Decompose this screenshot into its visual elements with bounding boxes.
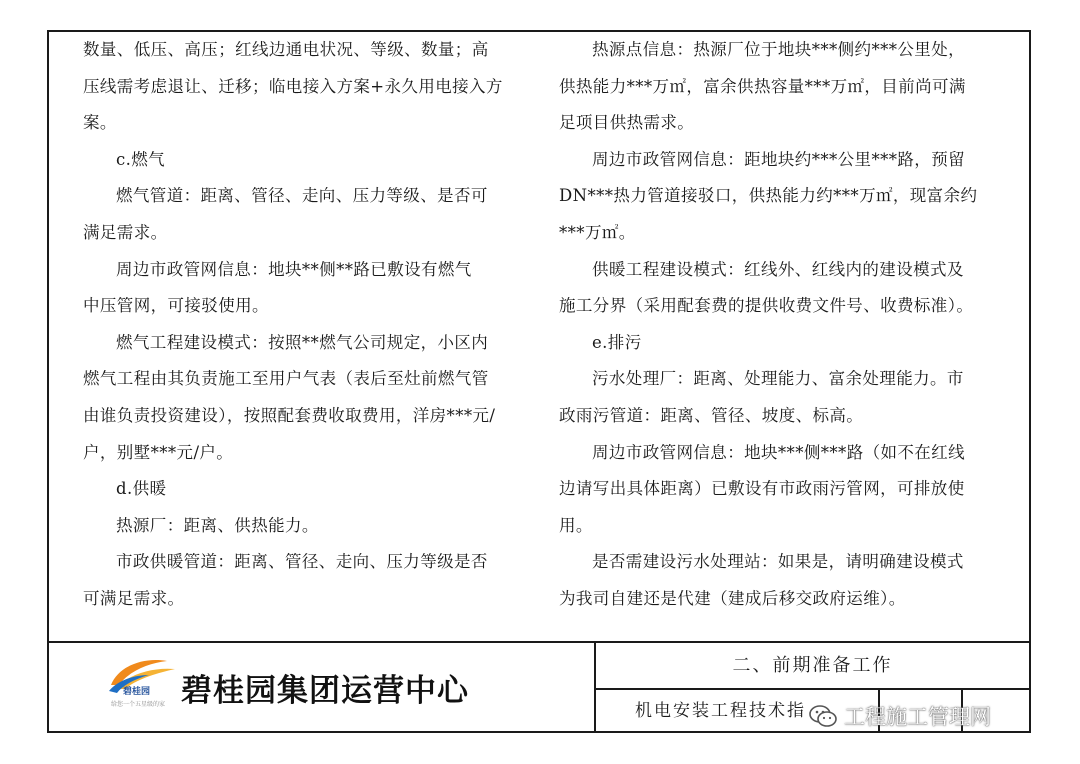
text-line: 可满足需求。: [83, 588, 185, 608]
text-line: e.排污: [592, 332, 642, 352]
watermark-text: 工程施工管理网: [844, 705, 991, 729]
company-logo: [105, 655, 181, 717]
text-line: 热源点信息：热源厂位于地块***侧约***公里处，: [592, 40, 965, 59]
logo-slogan: 给您一个五星级的家: [111, 701, 166, 708]
text-line: 案。: [83, 113, 117, 133]
text-line: 污水处理厂：距离、处理能力、富余处理能力。市: [592, 369, 964, 389]
text-line: 户，别墅***元/户。: [83, 442, 234, 462]
text-line: 周边市政管网信息：距地块约***公里***路，预留: [592, 149, 965, 169]
text-line: 周边市政管网信息：地块***侧***路（如不在红线: [592, 442, 965, 462]
company-name: 碧桂园集团运营中心: [181, 673, 469, 709]
text-line: 周边市政管网信息：地块**侧**路已敷设有燃气: [116, 259, 472, 279]
text-line: 是否需建设污水处理站：如果是，请明确建设模式: [592, 552, 964, 572]
text-line: 政雨污管道：距离、管径、坡度、标高。: [559, 405, 864, 425]
text-line: 供热能力***万㎡，富余供热容量***万㎡，目前尚可满: [559, 76, 966, 96]
text-line: 为我司自建还是代建（建成后移交政府运维）。: [559, 588, 906, 608]
text-line: 压线需考虑退让、迁移；临电接入方案+永久用电接入方: [83, 76, 503, 96]
text-column-right: [559, 32, 1005, 618]
text-line: 数量、低压、高压；红线边通电状况、等级、数量；高: [83, 40, 489, 59]
text-line: 中压管网，可接驳使用。: [83, 296, 269, 316]
section-title: 二、前期准备工作: [732, 655, 893, 676]
text-line: 供暖工程建设模式：红线外、红线内的建设模式及: [592, 259, 964, 279]
book-title: 机电安装工程技术指: [635, 701, 806, 721]
logo-brand-text: 碧桂园: [123, 687, 151, 697]
text-column-left: [83, 32, 541, 618]
wechat-icon: [808, 703, 838, 729]
text-line: 热源厂：距离、供热能力。: [116, 515, 319, 535]
text-line: 施工分界（采用配套费的提供收费文件号、收费标准）。: [559, 296, 974, 316]
text-line: 燃气工程由其负责施工至用户气表（表后至灶前燃气管: [83, 369, 489, 389]
text-line: c.燃气: [116, 149, 166, 169]
watermark: [808, 702, 991, 730]
text-line: 用。: [559, 515, 593, 535]
document-page: [47, 30, 1031, 733]
text-line: 由谁负责投资建设），按照配套费收取费用，洋房***元/: [83, 405, 496, 425]
text-line: 足项目供热需求。: [559, 113, 695, 133]
text-line: DN***热力管道接驳口，供热能力约***万㎡，现富余约: [559, 186, 978, 206]
text-line: 市政供暖管道：距离、管径、走向、压力等级是否: [116, 552, 488, 572]
text-line: 燃气工程建设模式：按照**燃气公司规定，小区内: [116, 332, 489, 352]
text-line: d.供暖: [116, 479, 167, 499]
text-line: 满足需求。: [83, 222, 168, 242]
text-line: 边请写出具体距离）已敷设有市政雨污管网，可排放使: [559, 479, 965, 499]
text-line: 燃气管道：距离、管径、走向、压力等级、是否可: [116, 186, 488, 206]
text-line: ***万㎡。: [559, 222, 636, 242]
